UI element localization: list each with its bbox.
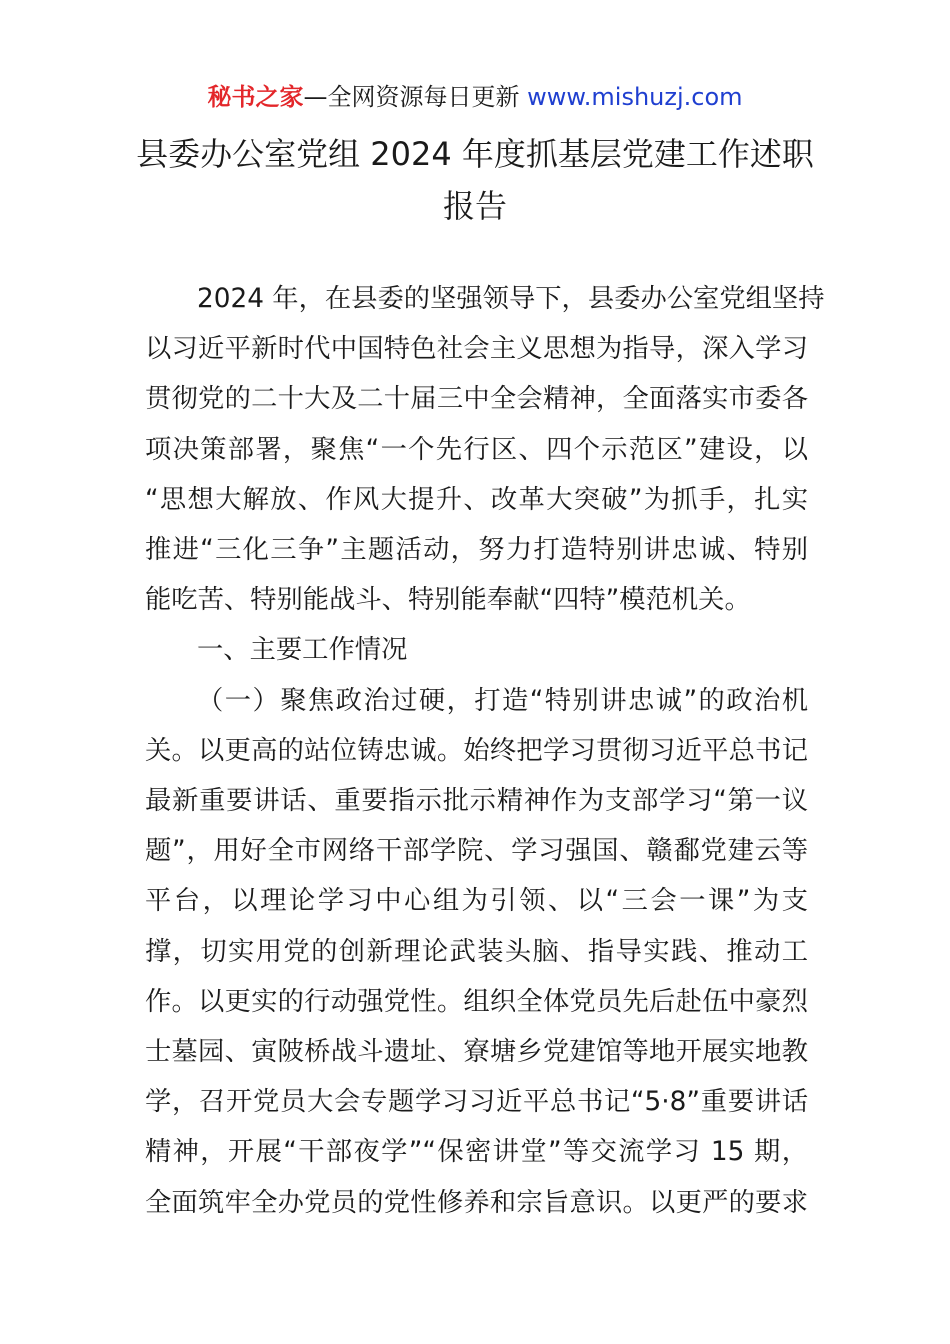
site-url-link[interactable]: www.mishuzj.com (527, 83, 743, 111)
section-heading (145, 625, 808, 675)
title-line-1: 县委办公室党组 2024 年度抓基层党建工作述职 (136, 135, 814, 173)
header-dash: — (303, 83, 328, 111)
body-line: 贯彻党的二十大及二十届三中全会精神，全面落实市委各 (145, 384, 808, 415)
brand-name: 秘书之家 (207, 83, 304, 111)
body-line: （一）聚焦政治过硬，打造“特别讲忠诚”的政治机 (197, 685, 808, 716)
body-line: 撑，切实用党的创新理论武装头脑、指导实践、推动工 (145, 936, 808, 967)
body-line: 士墓园、寅陂桥战斗遗址、寮塘乡党建馆等地开展实地教 (145, 1037, 808, 1068)
body-line: 题”，用好全市网络干部学院、学习强国、赣鄱党建云等 (145, 836, 808, 867)
body-line: 关。以更高的站位铸忠诚。始终把学习贯彻习近平总书记 (145, 735, 808, 766)
body-line: 精神，开展“干部夜学”“保密讲堂”等交流学习 15 期， (145, 1137, 808, 1168)
title-line-2: 报告 (442, 187, 507, 225)
body-line: 能吃苦、特别能战斗、特别能奉献“四特”模范机关。 (145, 585, 751, 616)
body-line: 平台，以理论学习中心组为引领、以“三会一课”为支 (145, 886, 808, 917)
body-line: 推进“三化三争”主题活动，努力打造特别讲忠诚、特别 (145, 535, 808, 566)
watermark-header (0, 80, 950, 114)
paragraph-section-1 (145, 676, 808, 1228)
document-title (120, 128, 830, 232)
section-heading-text: 一、主要工作情况 (197, 635, 408, 666)
header-slogan: 全网资源每日更新 (327, 83, 520, 111)
document-body (145, 274, 825, 1228)
body-line: 以习近平新时代中国特色社会主义思想为指导，深入学习 (145, 334, 808, 365)
body-line: 项决策部署，聚焦“一个先行区、四个示范区”建设，以 (145, 434, 808, 465)
body-line: 全面筑牢全办党员的党性修养和宗旨意识。以更严的要求 (145, 1187, 808, 1218)
paragraph-intro (145, 274, 825, 625)
body-line: 学，召开党员大会专题学习习近平总书记“5·8”重要讲话 (145, 1087, 808, 1118)
body-line: 最新重要讲话、重要指示批示精神作为支部学习“第一议 (145, 786, 808, 817)
body-line: 作。以更实的行动强党性。组织全体党员先后赴伍中豪烈 (145, 986, 808, 1017)
body-line: 2024 年，在县委的坚强领导下，县委办公室党组坚持 (197, 284, 825, 314)
body-line: “思想大解放、作风大提升、改革大突破”为抓手，扎实 (145, 484, 808, 515)
